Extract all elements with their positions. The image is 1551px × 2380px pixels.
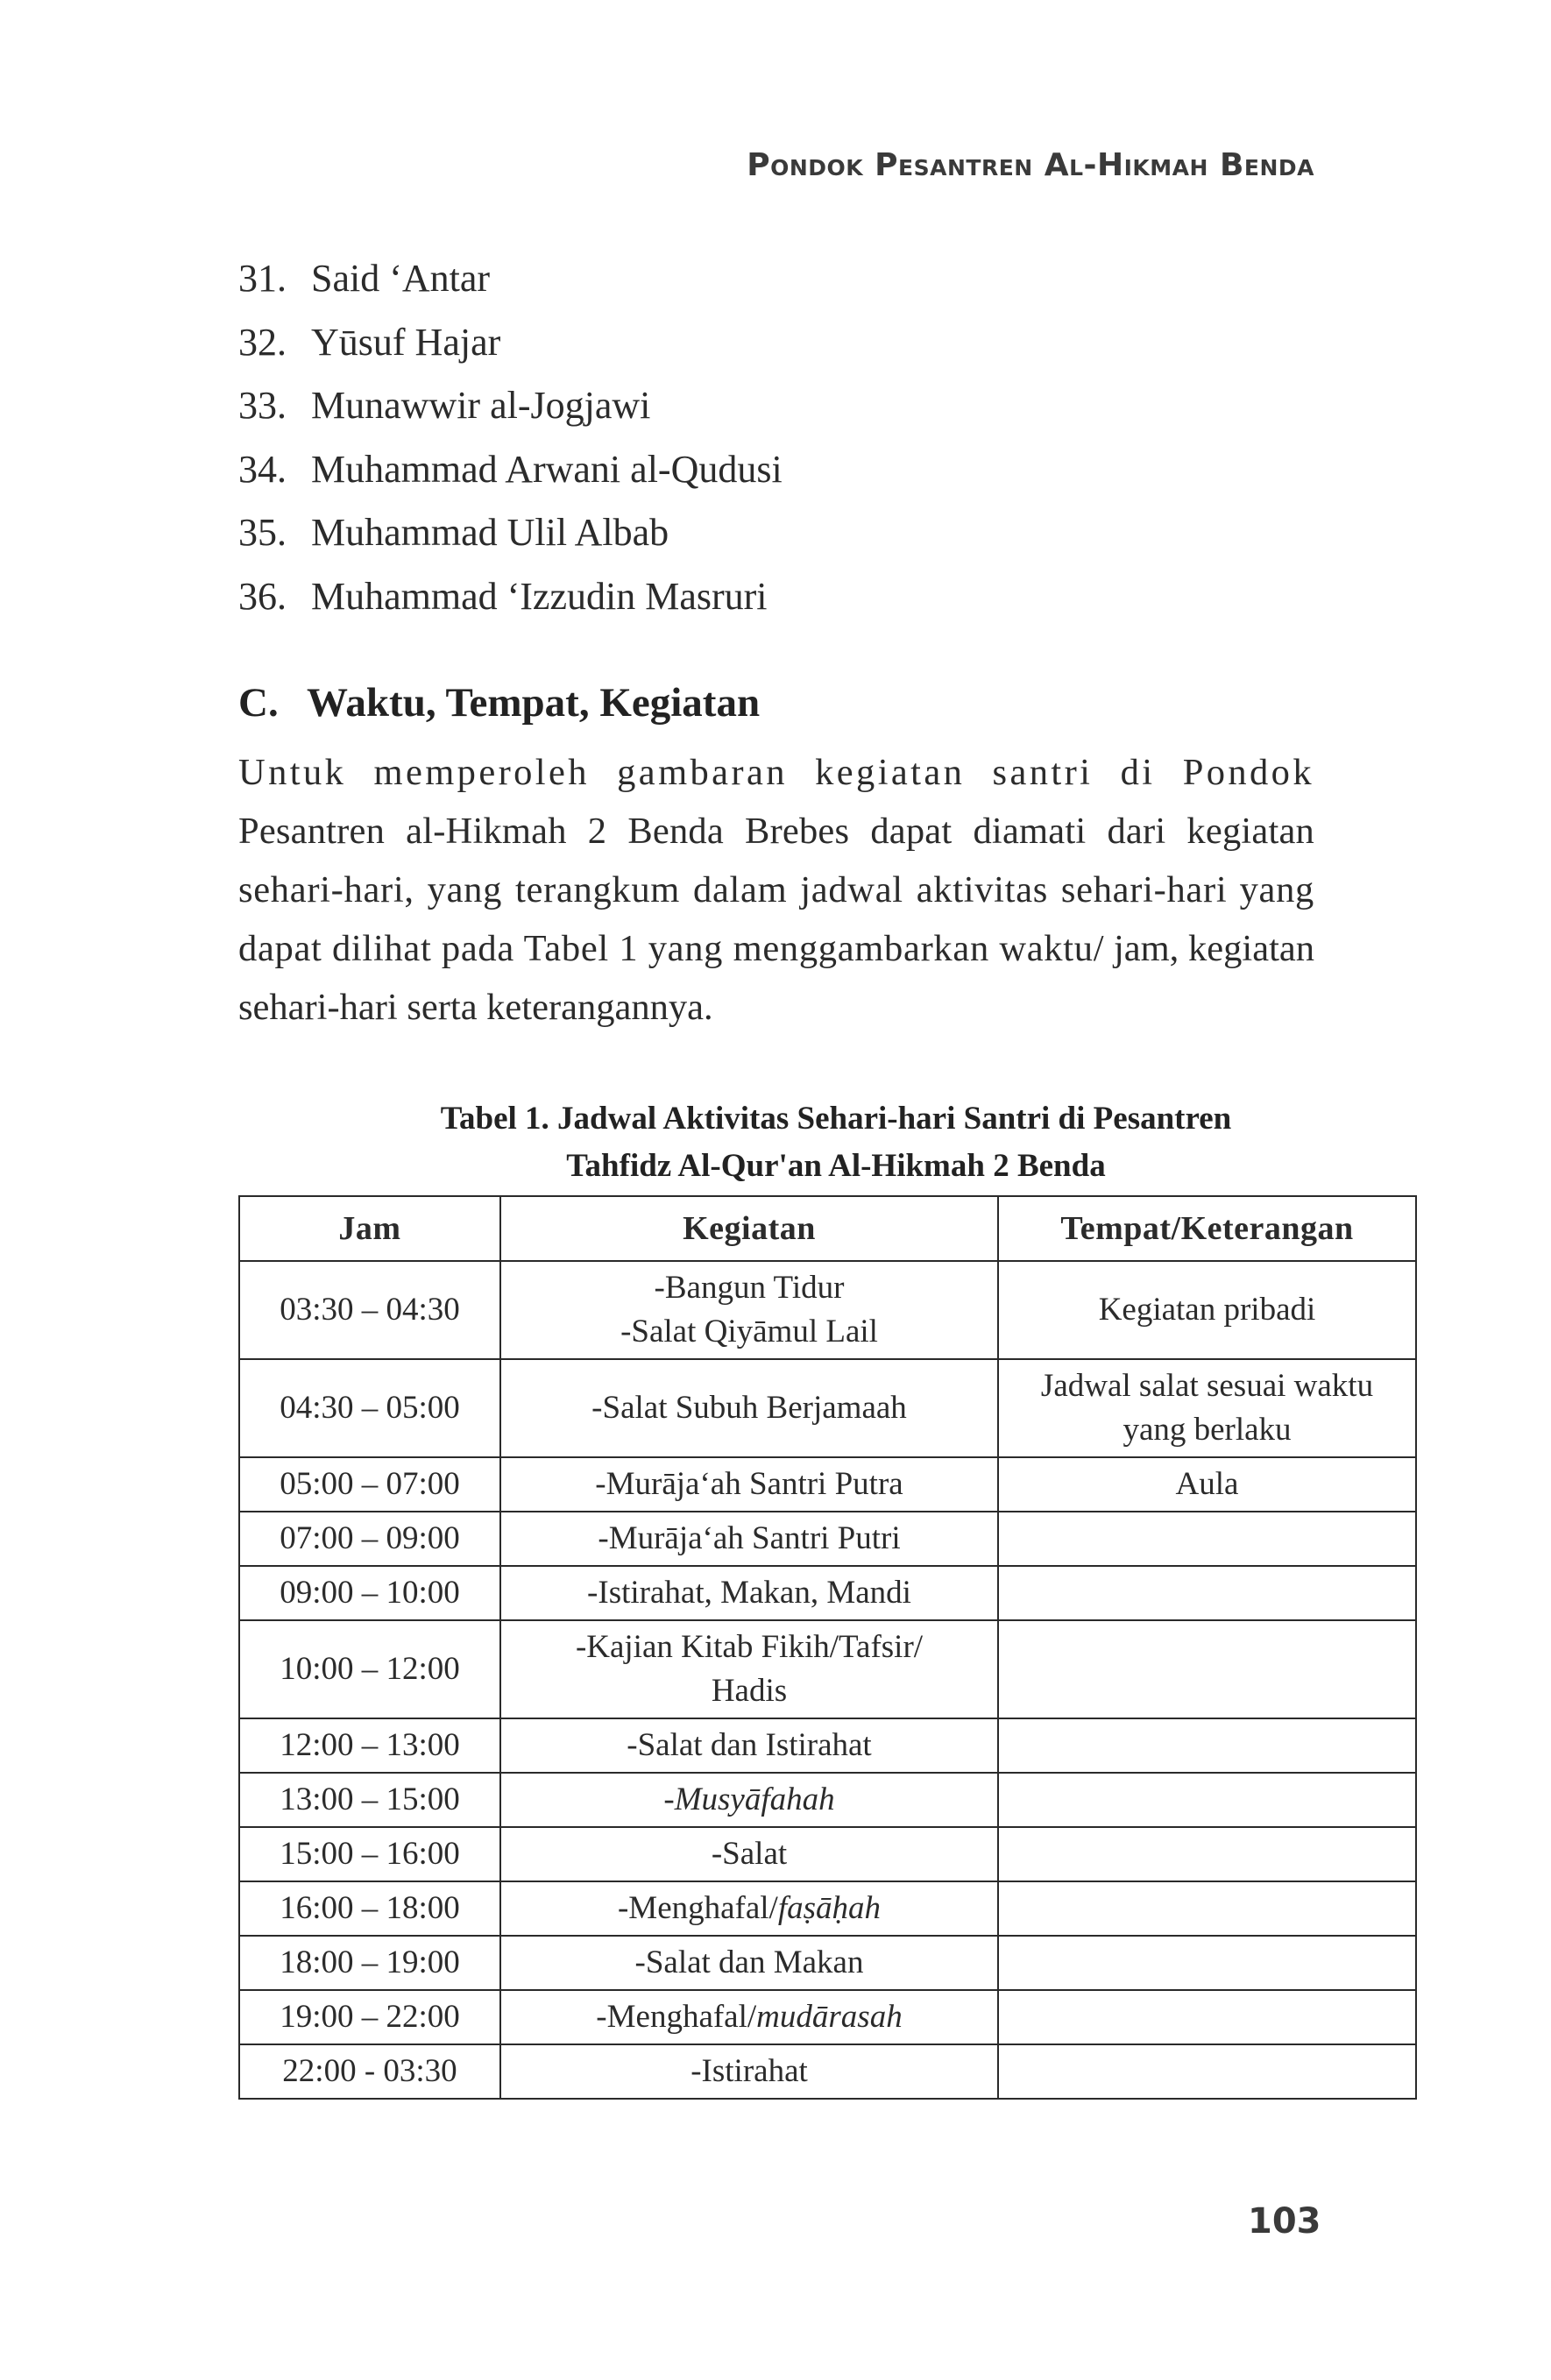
cell-kegiatan: -Salat: [500, 1827, 998, 1881]
cell-jam: 05:00 – 07:00: [239, 1457, 500, 1512]
table-row: [239, 1359, 1416, 1457]
cell-tempat: Aula: [998, 1457, 1416, 1512]
cell-jam: 09:00 – 10:00: [239, 1566, 500, 1620]
cell-kegiatan: [500, 1990, 998, 2044]
list-number: 33.: [238, 384, 287, 428]
paragraph-line: yang dapat dilihat pada Tabel 1 yang menggambarkan waktu/: [238, 869, 1315, 969]
list-item: [238, 501, 783, 565]
list-item: [238, 374, 783, 438]
paragraph-line: jam, kegiatan sehari-hari serta keterangannya.: [238, 928, 1315, 1028]
cell-jam: 04:30 – 05:00: [239, 1359, 500, 1457]
cell-kegiatan: -Murāja‘ah Santri Putra: [500, 1457, 998, 1512]
cell-line: -Bangun Tidur: [654, 1270, 845, 1306]
table-row: [239, 1936, 1416, 1990]
cell-kegiatan: -Istirahat, Makan, Mandi: [500, 1566, 998, 1620]
cell-prefix: -Menghafal/: [596, 1999, 757, 2035]
cell-kegiatan: -Salat Subuh Berjamaah: [500, 1359, 998, 1457]
cell-tempat: [998, 1566, 1416, 1620]
cell-jam: 22:00 - 03:30: [239, 2044, 500, 2099]
table-row: [239, 2044, 1416, 2099]
table-row: [239, 1620, 1416, 1718]
section-letter: C.: [238, 680, 279, 726]
cell-tempat: [998, 1881, 1416, 1936]
list-number: 36.: [238, 574, 287, 618]
table-row: [239, 1827, 1416, 1881]
table-row: [239, 1566, 1416, 1620]
paragraph-line: sehari-hari, yang terangkum dalam jadwal aktivitas sehari-hari: [238, 869, 1228, 910]
list-name: Munawwir al-Jogjawi: [311, 384, 651, 428]
cell-kegiatan: -Salat dan Istirahat: [500, 1718, 998, 1773]
cell-kegiatan: [500, 1881, 998, 1936]
cell-jam: 10:00 – 12:00: [239, 1620, 500, 1718]
list-item: [238, 311, 783, 375]
cell-kegiatan: -Istirahat: [500, 2044, 998, 2099]
table-row: [239, 1261, 1416, 1359]
caption-line: Tahfidz Al-Qur'an Al-Hikmah 2 Benda: [566, 1148, 1106, 1184]
cell-prefix: -Menghafal/: [617, 1890, 778, 1926]
cell-tempat: [998, 2044, 1416, 2099]
cell-jam: 18:00 – 19:00: [239, 1936, 500, 1990]
cell-line: Hadis: [711, 1673, 788, 1709]
cell-line: -Salat Qiyāmul Lail: [620, 1314, 878, 1349]
section-heading: [238, 679, 760, 726]
section-title: Waktu, Tempat, Kegiatan: [307, 680, 761, 726]
cell-prefix: -: [663, 1781, 675, 1817]
cell-kegiatan: [500, 1620, 998, 1718]
cell-jam: 13:00 – 15:00: [239, 1773, 500, 1827]
cell-italic: Musyāfahah: [674, 1781, 835, 1817]
cell-tempat: Kegiatan pribadi: [998, 1261, 1416, 1359]
list-name: Muhammad Ulil Albab: [311, 511, 669, 555]
table-row: [239, 1457, 1416, 1512]
cell-tempat: [998, 1512, 1416, 1566]
table-caption: [238, 1095, 1434, 1190]
list-name: Muhammad Arwani al-Qudusi: [311, 447, 783, 491]
schedule-table: [238, 1195, 1417, 2100]
list-name: Yūsuf Hajar: [311, 320, 501, 364]
caption-line: Tabel 1. Jadwal Aktivitas Sehari-hari Santri di Pesantren: [440, 1101, 1232, 1137]
cell-tempat: [998, 1990, 1416, 2044]
header-kegiatan: Kegiatan: [500, 1196, 998, 1261]
list-item: [238, 438, 783, 502]
body-paragraph: [238, 743, 1314, 1037]
cell-tempat: [998, 1718, 1416, 1773]
cell-italic: faṣāḥah: [777, 1890, 882, 1926]
names-list: [238, 247, 783, 629]
cell-tempat: [998, 1773, 1416, 1827]
cell-tempat: [998, 1359, 1416, 1457]
cell-kegiatan: [500, 1261, 998, 1359]
cell-jam: 15:00 – 16:00: [239, 1827, 500, 1881]
running-header: Pondok Pesantren Al-Hikmah Benda: [747, 147, 1314, 183]
cell-line: Jadwal salat sesuai waktu: [1040, 1368, 1374, 1404]
header-tempat: Tempat/Keterangan: [998, 1196, 1416, 1261]
table-row: [239, 1512, 1416, 1566]
list-number: 31.: [238, 257, 287, 300]
table-header-row: [239, 1196, 1416, 1261]
table-row: [239, 1773, 1416, 1827]
table-row: [239, 1990, 1416, 2044]
header-jam: Jam: [239, 1196, 500, 1261]
cell-kegiatan: [500, 1773, 998, 1827]
cell-jam: 07:00 – 09:00: [239, 1512, 500, 1566]
cell-line: yang berlaku: [1123, 1412, 1292, 1448]
cell-kegiatan: -Murāja‘ah Santri Putri: [500, 1512, 998, 1566]
cell-tempat: [998, 1827, 1416, 1881]
list-item: [238, 565, 783, 629]
list-name: Said ‘Antar: [311, 257, 491, 300]
page-number: 103: [1248, 2201, 1321, 2242]
list-number: 32.: [238, 320, 287, 364]
list-number: 34.: [238, 447, 287, 491]
table-row: [239, 1718, 1416, 1773]
list-item: [238, 247, 783, 311]
paragraph-line: Untuk memperoleh gambaran kegiatan santri di Pondok: [238, 752, 1314, 793]
cell-jam: 03:30 – 04:30: [239, 1261, 500, 1359]
cell-jam: 12:00 – 13:00: [239, 1718, 500, 1773]
cell-jam: 19:00 – 22:00: [239, 1990, 500, 2044]
cell-tempat: [998, 1620, 1416, 1718]
paragraph-line: Pesantren al-Hikmah 2 Benda Brebes dapat diamati dari kegiatan: [238, 811, 1314, 852]
list-name: Muhammad ‘Izzudin Masruri: [311, 574, 768, 618]
cell-italic: mudārasah: [756, 1999, 903, 2035]
cell-jam: 16:00 – 18:00: [239, 1881, 500, 1936]
list-number: 35.: [238, 511, 287, 555]
cell-tempat: [998, 1936, 1416, 1990]
cell-kegiatan: -Salat dan Makan: [500, 1936, 998, 1990]
table-row: [239, 1881, 1416, 1936]
cell-line: -Kajian Kitab Fikih/Tafsir/: [575, 1629, 924, 1665]
